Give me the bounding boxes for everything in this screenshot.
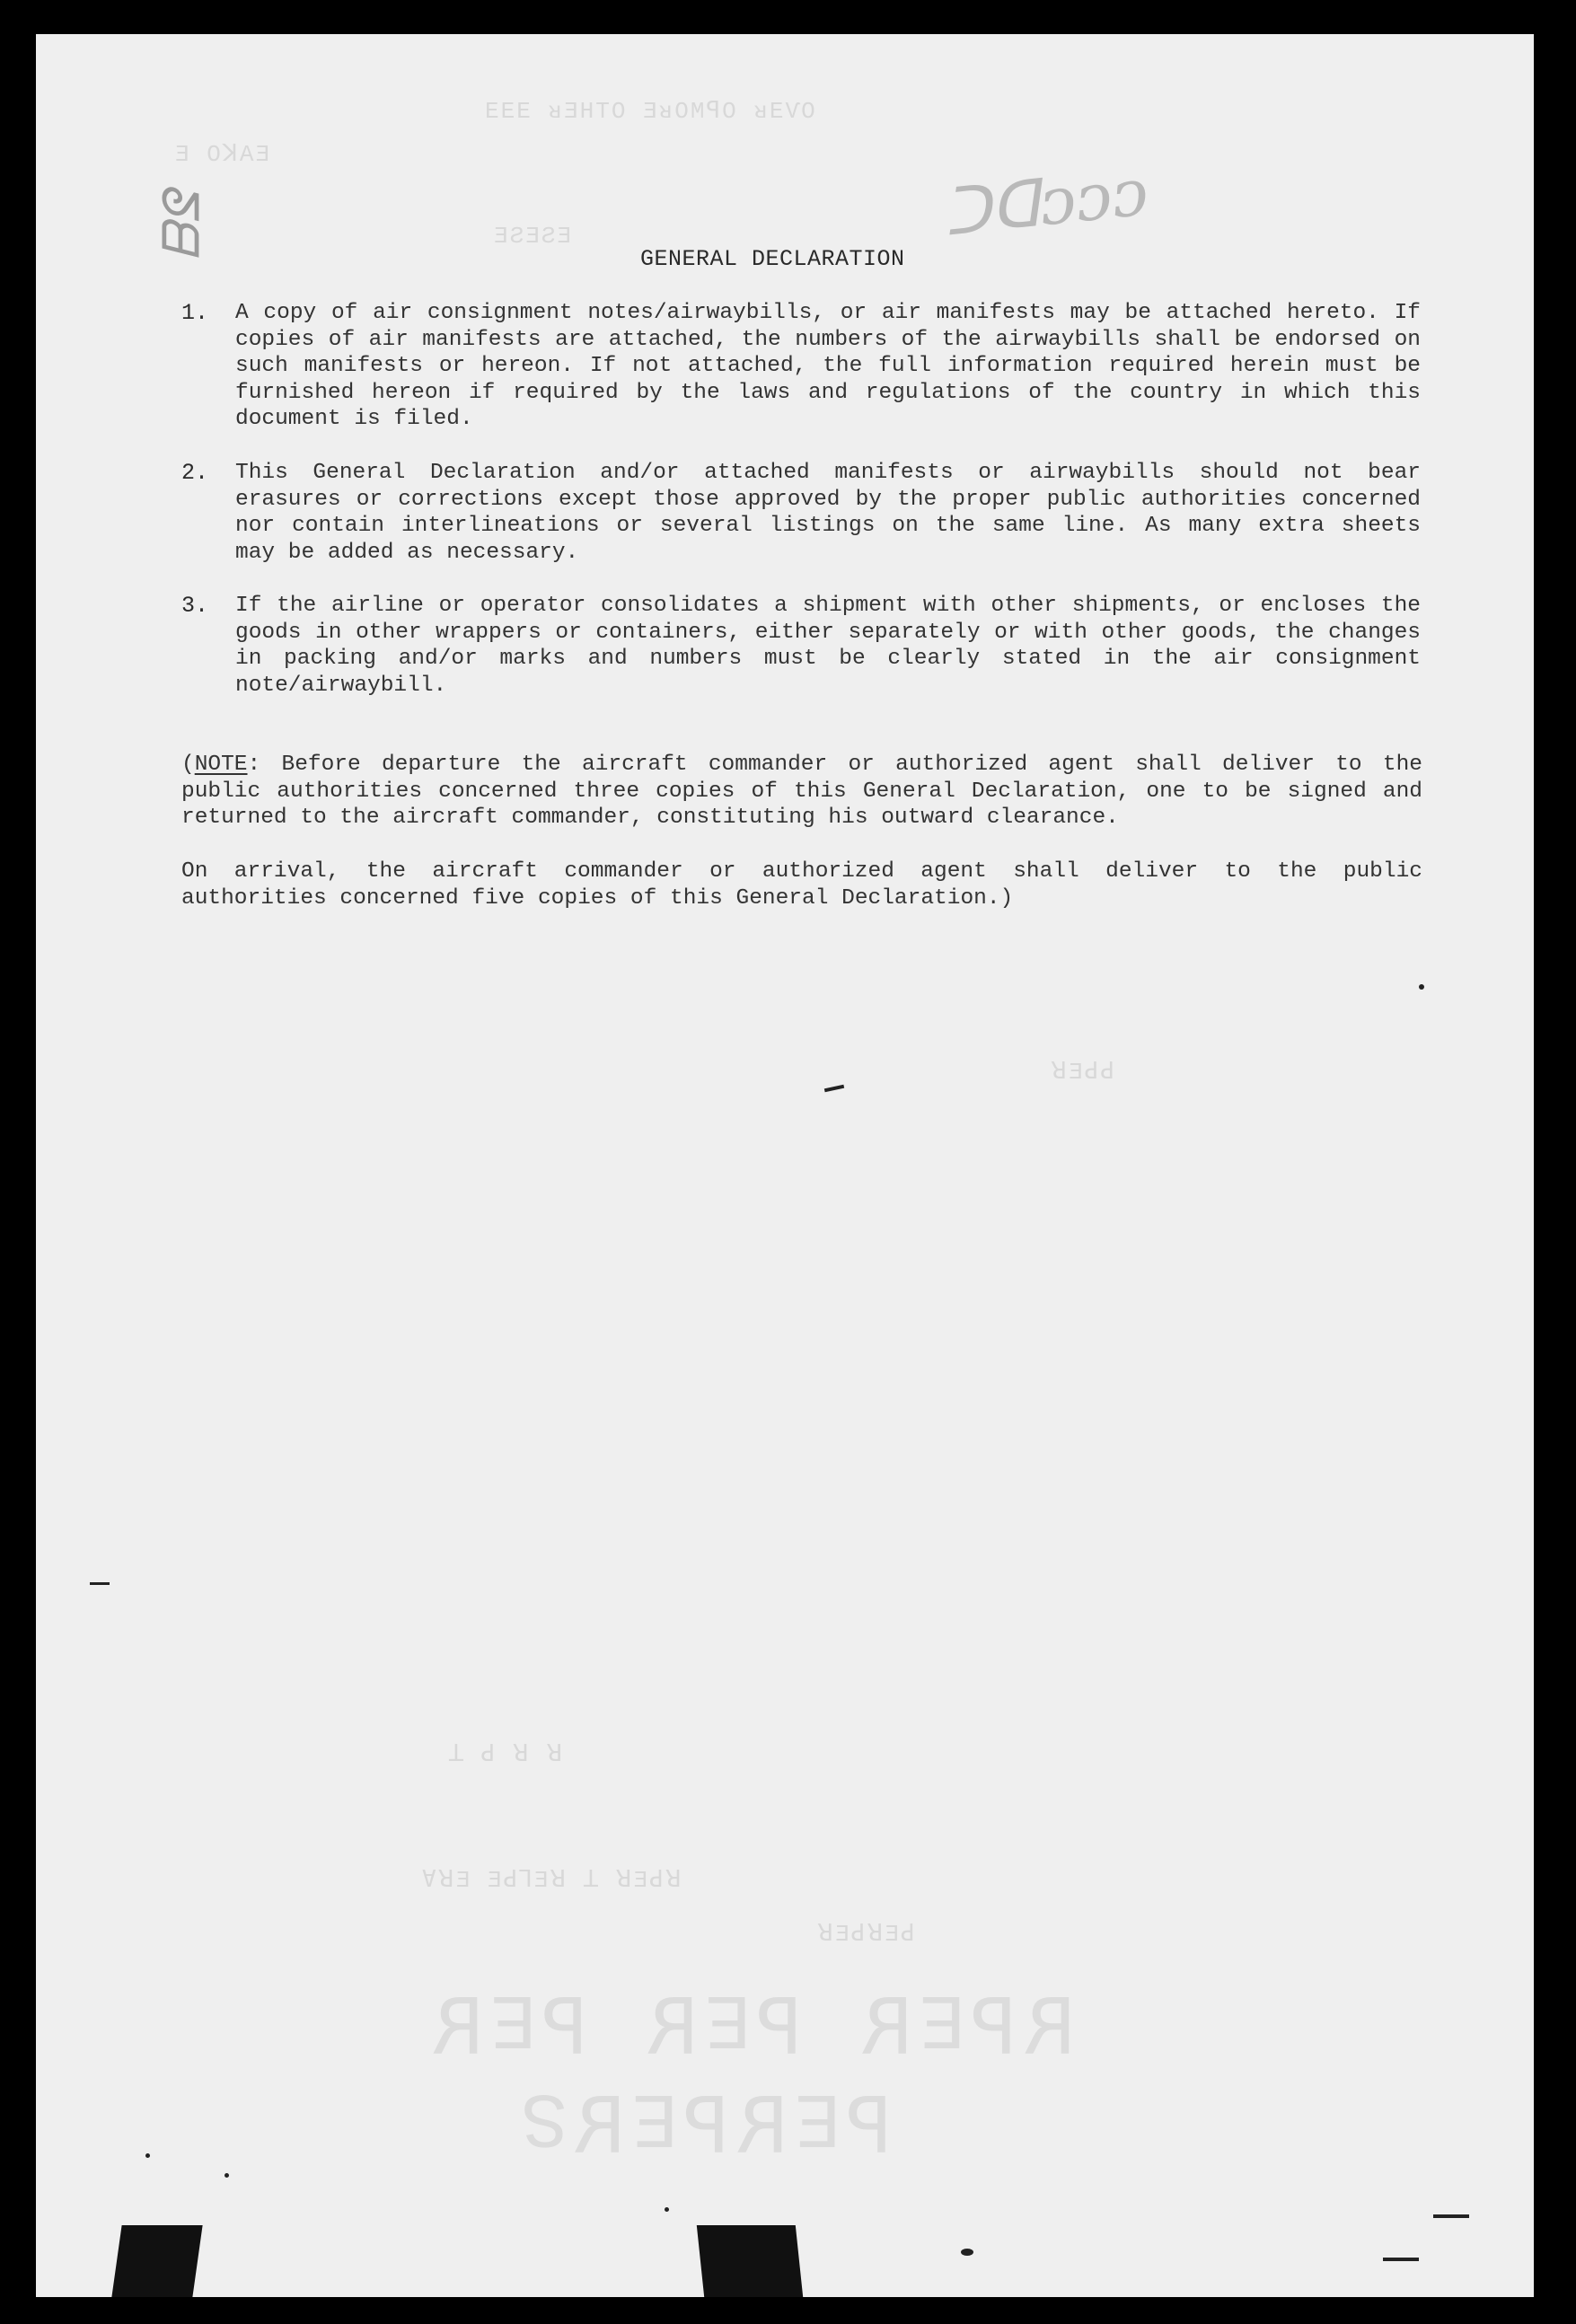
show-through-text: ꓕ ꓒ ꓤ ꓤ (449, 1741, 565, 1768)
show-through-heading: ꓤƎꓒ ꓤƎꓒ ꓤƎꓒꓤ (431, 1974, 1082, 2062)
show-through-text: ƎƧƎƧƎ (494, 223, 574, 250)
item-number: 2. (181, 460, 209, 486)
note-separator: : (247, 753, 261, 777)
note-paragraph (181, 752, 1422, 832)
scan-speck (665, 2207, 669, 2212)
item-text: This General Declaration and/or attached manifests or airwaybills should not bear erasures or corrections except those approved by the proper public authorities concerned nor contain interlineations or several listings on the same line. As many extra sheets may be added as necessary. (235, 461, 1421, 565)
show-through-text: ⱯꓤƎ ƎꓒꓶƎꓤ ꓕ ꓤƎꓒꓤ (422, 1867, 683, 1894)
scan-speck (90, 1582, 110, 1585)
handwritten-mark: ᑐᗡᴐᴐᴐ (939, 154, 1152, 251)
show-through-heading: ƧꓤƎꓒꓤƎꓒ (521, 2073, 899, 2161)
note-label: NOTE (194, 753, 248, 777)
show-through-text: Ǝ OꓘAƎ (175, 141, 272, 168)
note-text: Before departure the aircraft commander or authorized agent shall deliver to the public authorities concerned three copies of this General Declaration, one to be signed and returned to the aircraft commander, constituting his outward clearance. (181, 753, 1422, 830)
show-through-text: EEE ᴚƎHTO ƎᴚOMꟼO ᴚEѴO (485, 98, 817, 125)
scan-speck (145, 2153, 150, 2158)
scan-speck (1419, 984, 1424, 990)
document-page (36, 34, 1534, 2297)
scan-speck (1433, 2214, 1469, 2218)
scan-speck (1383, 2258, 1419, 2261)
handwritten-mark: ᘕᗺ (149, 181, 208, 251)
edge-blot (111, 2225, 202, 2297)
note-open-paren: ( (181, 753, 195, 777)
item-number: 3. (181, 593, 209, 619)
item-text: If the airline or operator consolidates a shipment with other shipments, or encloses the goods in other wrappers or containers, either separately or with other goods, the changes in packing and/or marks and numbers must be clearly stated in the air consignment note/airwaybill. (235, 594, 1421, 698)
show-through-text: ꓤƎꓒꓒ (1051, 1059, 1117, 1086)
arrival-paragraph: On arrival, the aircraft commander or authorized agent shall deliver to the public authorities concerned five copies of this General Declaration.) (181, 859, 1422, 911)
scan-speck (225, 2173, 229, 2178)
item-number: 1. (181, 300, 209, 326)
show-through-text: ꓤƎꓒꓤƎꓒ (817, 1921, 917, 1948)
edge-blot (697, 2225, 803, 2297)
item-text: A copy of air consignment notes/airwaybills, or air manifests may be attached hereto. If copies of air manifests are attached, the numbers of the airwaybills shall be endorsed on such manifests or hereon. If not attached, the full information required herein must be furnished hereon if required by the laws and regulations of the country in which this document is filed. (235, 301, 1421, 431)
scan-speck (824, 1085, 844, 1092)
scan-speck (961, 2249, 973, 2256)
document-title: GENERAL DECLARATION (640, 246, 905, 272)
